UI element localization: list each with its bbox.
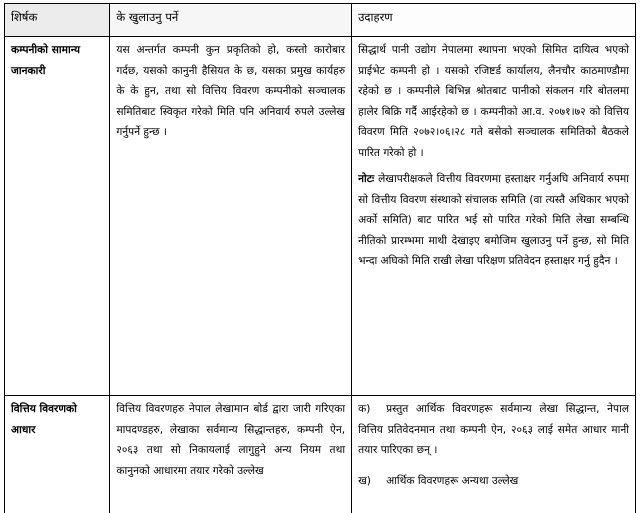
row-example-cell (352, 37, 636, 396)
row-example-text: सिद्धार्थ पानी उद्योग नेपालमा स्थापना भएको सिमित दायित्व भएको प्राईभेट कम्पनी हो । यसको रजिष्टर्ड कार्यालय, लैनचौर काठमाण्डौमा रहेको छ । कम्पनीले बिभिन्न श्रोतबाट पानीको संकलन गरि बोतलमा हालेर बिक्रि गर्दै आईरहेको छ । कम्पनीको आ.व. २०७१।७२ को वित्तिय विवरण मिति २०७२।०६।२८ गते बसेको सञ्चालक समितिको बैठकले पारित गरेको हो । (358, 44, 629, 159)
table-row (5, 396, 636, 513)
table-header-row (5, 4, 636, 37)
list-item (358, 471, 629, 492)
note-text: लेखापरीक्षकले वित्तीय विवरणमा हस्ताक्षर गर्नुअघि अनिवार्य रुपमा सो वित्तीय विवरण संस्थाको संचालक समिति (वा त्यस्तै अधिकार भएको अर्को समिति) बाट पारित भई सो पारित गरेको मिति लेखा सम्बन्धि नीतिको प्रारम्भमा माथी देखाइए बमोजिम खुलाउनु पर्ने हुन्छ, सो मिति भन्दा अघिको मिति राखी लेखा परिक्षण प्रतिवेदन हस्ताक्षर गर्नु हुदैन । (358, 173, 629, 267)
row-title-cell (5, 396, 110, 513)
row-title: वित्तिय विवरणको आधार (11, 403, 77, 436)
header-title (5, 4, 110, 37)
row-title: कम्पनीको सामान्य जानकारी (11, 44, 80, 77)
header-example-text: उदाहरण (358, 10, 393, 24)
list-item (358, 399, 629, 461)
header-example (352, 4, 636, 37)
header-disclose-text: के खुलाउनु पर्ने (116, 10, 179, 24)
note-paragraph (358, 169, 629, 272)
header-disclose (110, 4, 352, 37)
item-text: प्रस्तुत आर्थिक विवरणहरू सर्वमान्य लेखा सिद्धान्त, नेपाल वित्तिय प्रतिवेदनमान तथा कम्पनी ऐन, २०६३ लाई समेत आधार मानी तयार पारिएका छन् । (358, 403, 629, 456)
row-disclose-cell (110, 396, 352, 513)
row-example-cell (352, 396, 636, 513)
header-title-text: शिर्षक (11, 10, 38, 24)
table-row (5, 37, 636, 396)
row-disclose-text: वित्तिय विवरणहरु नेपाल लेखामान बोर्ड द्वारा जारी गरिएका मापदण्डहरु, लेखाका सर्वमान्य सिद्धान्तहरु, कम्पनी ऐन, २०६३ तथा सो निकायलाई लागुहुने अन्य नियम तथा कानुनको आधारमा तयार गरेको उल्लेख (116, 403, 346, 477)
row-disclose-cell (110, 37, 352, 396)
row-disclose-text: यस अन्तर्गत कम्पनी कुन प्रकृतिको हो, कस्तो कारोबार गर्दछ, यसको कानुनी हैसियत के छ, यसका प्रमुख कार्यहरु के के हुन, तथा सो वित्तिय विवरण कम्पनीको सञ्चालक समितिबाट स्विकृत गरेको मिति पनि अनिवार्य रुपले उल्लेख गर्नुपर्ने हुन्छ । (116, 44, 346, 138)
row-title-cell (5, 37, 110, 396)
item-marker: क) (358, 403, 371, 415)
item-marker: ख) (358, 474, 371, 487)
item-text: आर्थिक विवरणहरू अन्यथा उल्लेख (386, 474, 519, 487)
note-label: नोटः (358, 173, 375, 185)
disclosure-table (4, 3, 636, 513)
